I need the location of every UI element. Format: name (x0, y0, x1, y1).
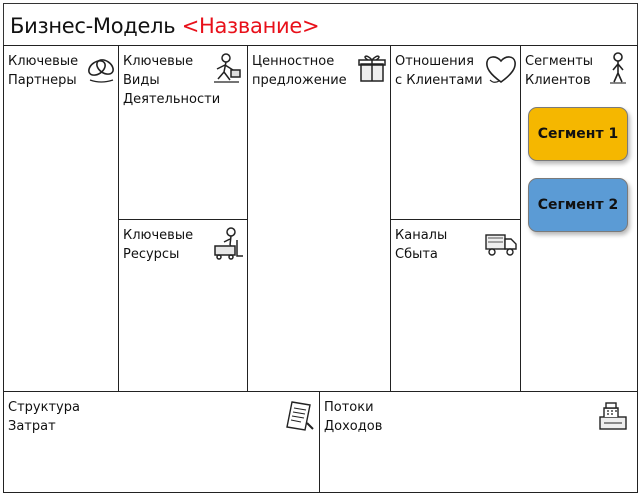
title-accent: <Название> (181, 14, 320, 38)
block-value-proposition[interactable] (247, 45, 391, 392)
label-line: Деятельности (123, 92, 221, 107)
block-revenue-streams[interactable] (319, 391, 638, 493)
segment-1-label: Сегмент 1 (537, 126, 619, 142)
truck-icon (484, 226, 518, 260)
label-line: Сбыта (395, 247, 438, 262)
label-line: Доходов (324, 419, 383, 434)
segment-2-label: Сегмент 2 (537, 197, 619, 213)
label-line: Потоки (324, 400, 374, 415)
label-line: Каналы (395, 228, 448, 243)
label-line: Ключевые (8, 54, 79, 69)
block-label (8, 398, 80, 436)
block-label (324, 398, 382, 436)
title-bar (3, 3, 638, 46)
label-line: Партнеры (8, 73, 77, 88)
segment-2-card[interactable] (528, 178, 628, 232)
label-line: Клиентов (525, 73, 591, 88)
block-key-partners[interactable] (3, 45, 119, 392)
label-line: Ключевые (123, 228, 194, 243)
segment-1-card[interactable] (528, 107, 628, 161)
receipt-icon (283, 399, 317, 433)
block-customer-segments[interactable] (520, 45, 638, 392)
label-line: Сегменты (525, 54, 594, 69)
person-icon (601, 51, 635, 85)
block-label (395, 52, 483, 90)
block-label (395, 226, 447, 264)
block-cost-structure[interactable] (3, 391, 320, 493)
label-line: предложение (252, 73, 347, 88)
block-channels[interactable] (390, 219, 521, 392)
forklift-worker-icon (211, 226, 245, 260)
label-line: Затрат (8, 419, 56, 434)
worker-icon (209, 51, 243, 85)
cash-register-icon (596, 399, 630, 433)
label-line: Отношения (395, 54, 474, 69)
label-line: Структура (8, 400, 80, 415)
chain-link-icon (84, 51, 118, 85)
block-key-resources[interactable] (118, 219, 248, 392)
block-label (123, 52, 220, 109)
block-key-activities[interactable] (118, 45, 248, 220)
gift-icon (355, 51, 389, 85)
block-label (525, 52, 593, 90)
label-line: Ресурсы (123, 247, 180, 262)
label-line: Ценностное (252, 54, 335, 69)
label-line: Ключевые (123, 54, 194, 69)
block-customer-relationships[interactable] (390, 45, 521, 220)
heart-icon (484, 52, 518, 86)
block-label (8, 52, 78, 90)
label-line: с Клиентами (395, 73, 483, 88)
title-prefix: Бизнес-Модель (10, 14, 176, 38)
canvas-title (10, 14, 319, 38)
label-line: Виды (123, 73, 160, 88)
block-label (252, 52, 347, 90)
block-label (123, 226, 193, 264)
